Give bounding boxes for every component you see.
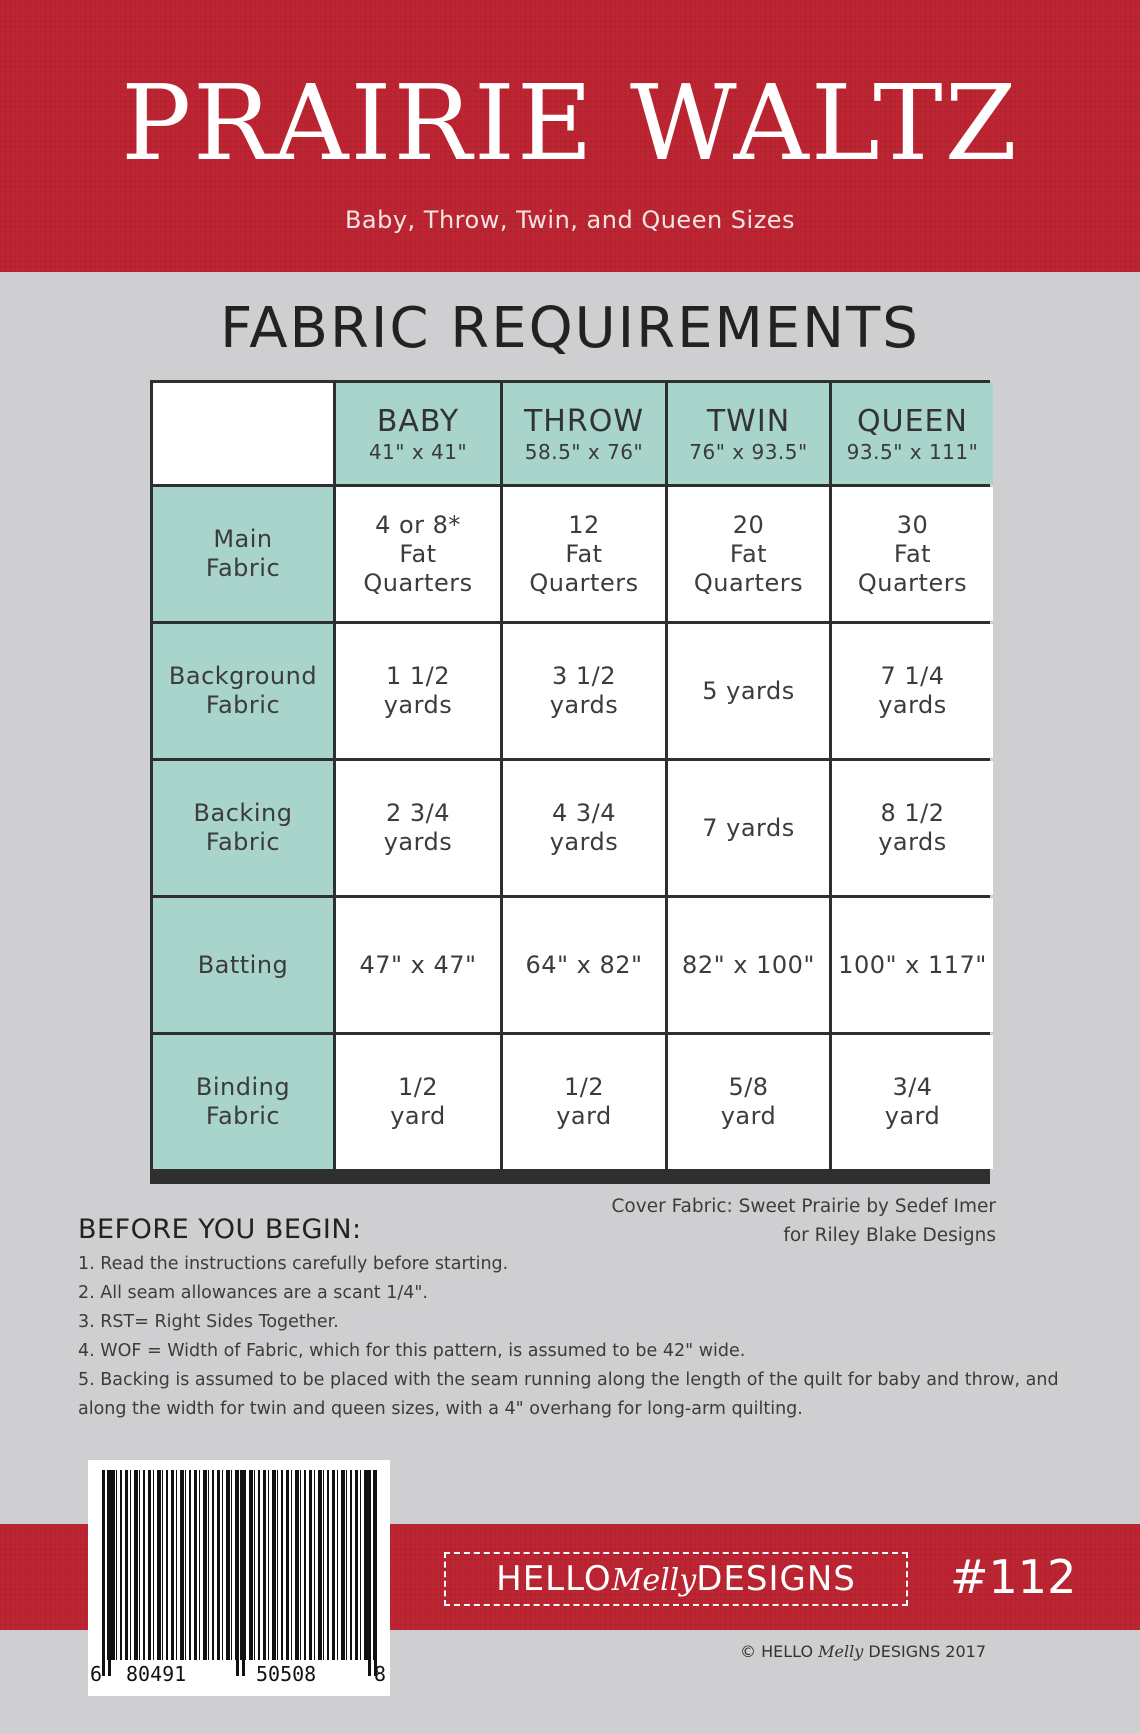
table-cell: 3/4 yard [832,1035,993,1169]
table-cell: 82" x 100" [668,898,829,1032]
barcode-guard-bar [102,1470,105,1676]
barcode-digit: 50508 [256,1662,317,1686]
copyright-notice [740,1642,986,1661]
column-dimensions: 58.5" x 76" [524,439,644,464]
instruction-item: 3. RST= Right Sides Together. [78,1312,339,1332]
column-header-throw [503,383,665,484]
column-header-baby [336,383,500,484]
table-cell: 1/2 yard [336,1035,500,1169]
table-corner-cell [153,383,333,484]
column-header-twin [668,383,829,484]
before-you-begin-title: BEFORE YOU BEGIN: [78,1214,362,1245]
table-cell: 20 Fat Quarters [668,487,829,621]
fabric-requirements-table [150,380,990,1184]
barcode-guard-bar [236,1470,239,1676]
instructions-list [78,1250,1068,1424]
row-label-background-fabric: Background Fabric [153,624,333,758]
table-cell: 47" x 47" [336,898,500,1032]
cover-fabric-credit [612,1192,996,1250]
cover-fabric-line: Cover Fabric: Sweet Prairie by Sedef Imer [611,1196,996,1217]
table-cell: 3 1/2 yards [503,624,665,758]
table-cell: 4 3/4 yards [503,761,665,895]
barcode-guard-bar [108,1470,111,1676]
instruction-item: 1. Read the instructions carefully before starting. [78,1254,509,1274]
pattern-subtitle: Baby, Throw, Twin, and Queen Sizes [344,206,796,234]
section-title: FABRIC REQUIREMENTS [220,296,920,361]
barcode-guard-bar [242,1470,245,1676]
brand-logo [444,1552,908,1606]
table-cell: 5/8 yard [668,1035,829,1169]
table-cell: 1/2 yard [503,1035,665,1169]
table-cell: 12 Fat Quarters [503,487,665,621]
pattern-number: #112 [950,1550,1077,1604]
barcode-digits [88,1658,390,1688]
column-dimensions: 41" x 41" [368,439,468,464]
row-label-batting: Batting [153,898,333,1032]
cover-fabric-line: for Riley Blake Designs [783,1225,996,1246]
table-cell: 30 Fat Quarters [832,487,993,621]
logo-text: DESIGNS [696,1559,856,1599]
copyright-prefix: © HELLO [740,1642,814,1661]
column-header-queen [832,383,993,484]
row-label-binding-fabric: Binding Fabric [153,1035,333,1169]
table-cell: 64" x 82" [503,898,665,1032]
row-label-main-fabric: Main Fabric [153,487,333,621]
column-dimensions: 76" x 93.5" [689,439,808,464]
barcode-guard-bar [368,1470,371,1676]
barcode [88,1460,390,1696]
barcode-digit: 8 [374,1662,387,1686]
instruction-item: 5. Backing is assumed to be placed with the seam running along the length of the quilt for baby and throw, and along the width for twin and queen sizes, with a 4" overhang for long-arm quilting. [78,1370,1059,1419]
row-label-backing-fabric: Backing Fabric [153,761,333,895]
column-dimensions: 93.5" x 111" [846,439,979,464]
instruction-item: 4. WOF = Width of Fabric, which for this pattern, is assumed to be 42" wide. [78,1341,746,1361]
table-cell: 5 yards [668,624,829,758]
barcode-guard-bar [374,1470,377,1676]
barcode-digit: 6 [90,1662,103,1686]
logo-text: HELLO [496,1559,612,1599]
copyright-suffix: DESIGNS 2017 [868,1642,987,1661]
table-cell: 7 1/4 yards [832,624,993,758]
column-name: TWIN [706,403,791,439]
logo-script-text: Melly [611,1563,697,1598]
table-cell: 100" x 117" [832,898,993,1032]
table-cell: 1 1/2 yards [336,624,500,758]
column-name: BABY [376,403,460,439]
column-name: QUEEN [857,403,968,439]
table-cell: 4 or 8* Fat Quarters [336,487,500,621]
barcode-digit: 80491 [126,1662,187,1686]
table-cell: 2 3/4 yards [336,761,500,895]
barcode-bars [102,1470,376,1660]
pattern-title: PRAIRIE WALTZ [121,62,1019,184]
table-cell: 8 1/2 yards [832,761,993,895]
copyright-script: Melly [818,1642,864,1661]
instruction-item: 2. All seam allowances are a scant 1/4". [78,1283,428,1303]
header-banner [0,0,1140,272]
column-name: THROW [523,403,644,439]
table-cell: 7 yards [668,761,829,895]
